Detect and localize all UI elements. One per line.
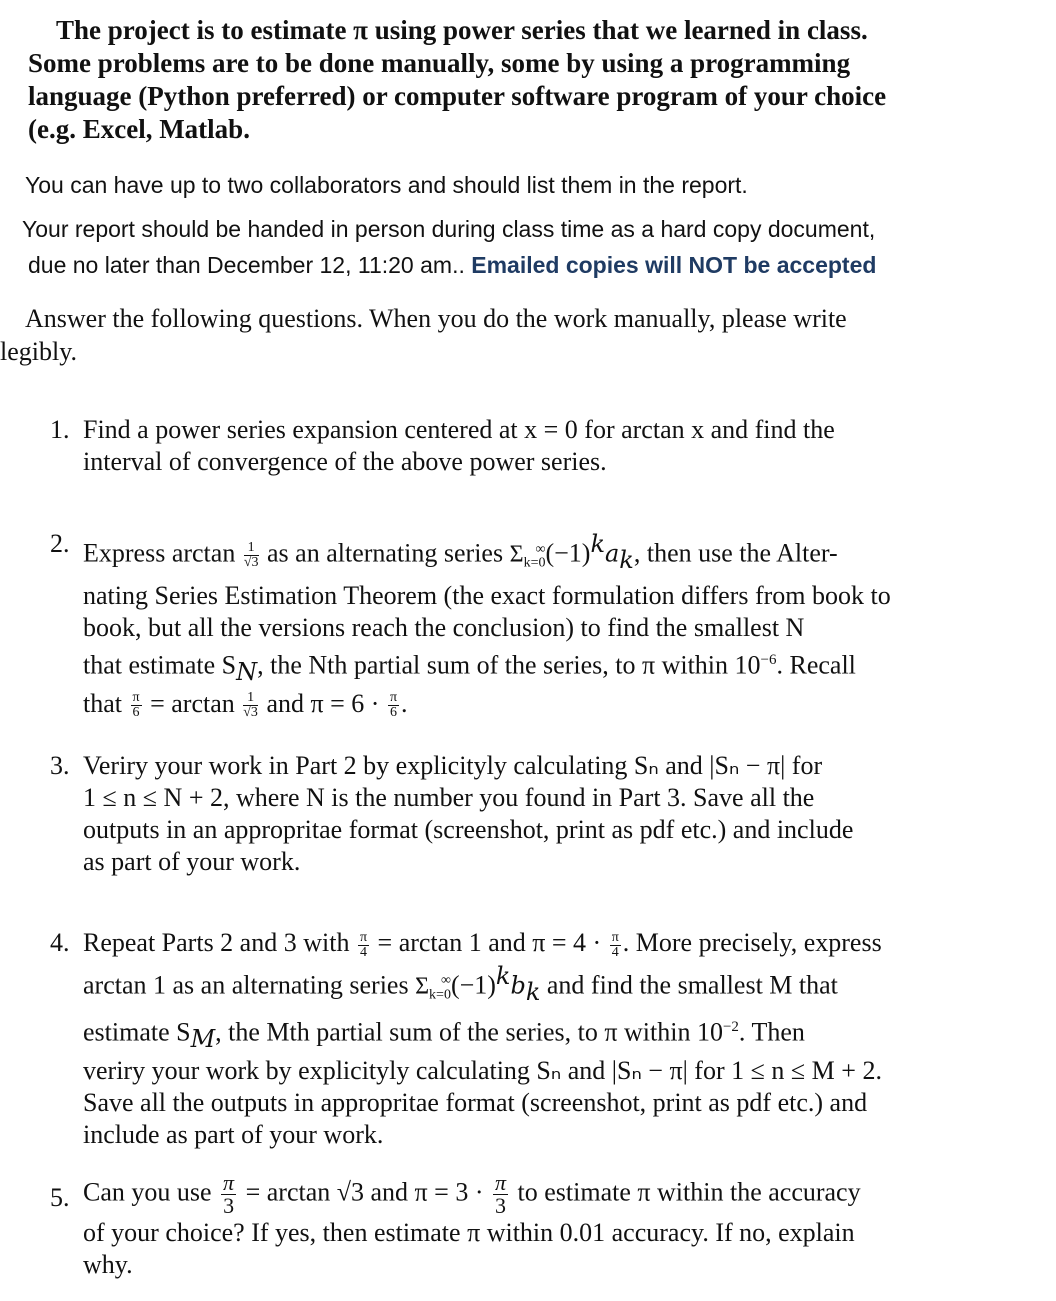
report-line-1: Your report should be handed in person during class time as a hard copy document,: [22, 216, 876, 242]
q2-text: , then use the Alter-: [633, 538, 838, 568]
numerator: π: [132, 690, 140, 706]
numerator: π: [223, 1170, 235, 1195]
denominator: 4: [611, 944, 619, 960]
question-number: 4.: [50, 928, 70, 957]
answer-line-2: legibly.: [0, 337, 78, 366]
q4-text: , the Mth partial sum of the series, to π within 10: [215, 1017, 723, 1047]
question-4-line-3: [83, 1011, 990, 1055]
intro-line-3: language (Python preferred) or computer software program of your choice: [28, 81, 887, 111]
q4-text: estimate S: [83, 1017, 191, 1047]
question-1-line-1: Find a power series expansion centered at x = 0 for arctan x and find the: [83, 415, 835, 444]
question-2: [50, 528, 990, 720]
q4-text: (−1): [450, 970, 496, 1000]
question-5-line-2: of your choice? If yes, then estimate π within 0.01 accuracy. If no, explain: [83, 1218, 855, 1247]
q2-text: as an alternating series: [267, 538, 504, 568]
intro-paragraph: [28, 14, 963, 146]
exponent-k: k: [590, 530, 605, 558]
q5-text: Can you use: [83, 1177, 212, 1207]
q2-text: = arctan: [150, 688, 235, 718]
q4-text: = arctan 1 and π = 4 ·: [377, 928, 602, 957]
question-4-line-5: Save all the outputs in appropritae format (screenshot, print as pdf etc.) and: [83, 1088, 868, 1118]
intro-line-4: (e.g. Excel, Matlab.: [28, 114, 250, 144]
answer-instructions: [0, 302, 990, 368]
subscript-k: k: [525, 977, 541, 1006]
question-5: [50, 1172, 990, 1281]
due-date-text: due no later than December 12, 11:20 am..: [28, 252, 472, 278]
sum-upper-bound: ∞: [535, 541, 546, 557]
numerator: π: [359, 929, 368, 945]
fraction-pi-over-6: [388, 691, 399, 720]
report-line-2: [28, 250, 876, 280]
q4-text: and find the smallest M that: [540, 970, 838, 1000]
exponent-k: k: [495, 961, 511, 990]
question-2-line-3: book, but all the versions reach the conclusion) to find the smallest N: [83, 612, 805, 642]
question-4-line-2: [83, 960, 990, 1012]
numerator: π: [611, 929, 619, 945]
question-3-line-2: 1 ≤ n ≤ N + 2, where N is the number you found in Part 3. Save all the: [83, 783, 815, 812]
question-number: 2.: [50, 529, 70, 558]
question-2-line-4: [83, 644, 990, 688]
q5-text: = arctan √3 and π = 3 ·: [245, 1177, 484, 1207]
denominator: 6: [132, 705, 140, 721]
question-3-line-1: Veriry your work in Part 2 by explicityly calculating Sₙ and |Sₙ − π| for: [83, 751, 823, 780]
numerator: 1: [243, 691, 258, 706]
denominator: √3: [243, 705, 258, 721]
question-5-line-3: why.: [83, 1250, 133, 1279]
sigma-symbol: Σ: [509, 541, 524, 568]
question-3-line-4: as part of your work.: [83, 847, 301, 876]
q2-text: (−1): [545, 538, 591, 568]
q5-text: to estimate π within the accuracy: [517, 1177, 861, 1207]
denominator: 3: [223, 1193, 235, 1218]
question-3: [50, 750, 990, 878]
intro-line-1: The project is to estimate π using power series that we learned in class.: [56, 15, 868, 45]
sum-lower-bound: k=0: [429, 987, 451, 1003]
question-4: [50, 927, 990, 1151]
question-1: [50, 414, 990, 478]
question-5-line-1: [83, 1172, 990, 1217]
question-2-line-2: nating Series Estimation Theorem (the exact formulation differs from book to: [83, 580, 891, 610]
q4-text: Repeat Parts 2 and 3 with: [83, 928, 350, 957]
subscript-N: N: [236, 657, 258, 686]
fraction-pi-over-3: [493, 1172, 508, 1217]
question-number: 5.: [50, 1183, 70, 1212]
email-warning: Emailed copies will NOT be accepted: [471, 252, 877, 278]
q2-text: , the Nth partial sum of the series, to π within 10: [257, 650, 761, 680]
denominator: 4: [359, 944, 367, 960]
q2-text: and π = 6 ·: [266, 688, 380, 718]
q4-text: arctan 1 as an alternating series: [83, 970, 409, 1000]
exponent-minus-6: −6: [760, 651, 777, 668]
numerator: π: [389, 690, 398, 706]
q4-text: . Then: [738, 1017, 805, 1047]
q2-text: that estimate S: [83, 650, 237, 680]
intro-line-2: Some problems are to be done manually, some by using a programming: [28, 48, 851, 78]
fraction-pi-over-6: [131, 691, 142, 720]
exponent-minus-2: −2: [722, 1019, 739, 1036]
denominator: 6: [389, 705, 397, 721]
question-1-line-2: interval of convergence of the above power series.: [83, 447, 607, 476]
term-a: a: [604, 539, 620, 568]
numerator: π: [495, 1170, 507, 1195]
q4-text: . More precisely, express: [622, 928, 882, 957]
denominator: √3: [243, 555, 259, 571]
fraction-pi-over-4: [610, 931, 621, 960]
question-3-line-3: outputs in an appropritae format (screenshot, print as pdf etc.) and include: [83, 815, 854, 844]
question-4-line-6: include as part of your work.: [83, 1120, 384, 1150]
sum-upper-bound: ∞: [440, 973, 451, 989]
fraction-pi-over-3: [221, 1172, 236, 1217]
q2-text: that: [83, 688, 122, 718]
term-b: b: [510, 971, 526, 1000]
fraction-1-over-sqrt3: [243, 691, 258, 720]
subscript-k: k: [619, 545, 634, 574]
question-number: 3.: [50, 751, 70, 780]
collaborators-note: You can have up to two collaborators and should list them in the report.: [25, 172, 748, 198]
answer-line-1: Answer the following questions. When you do the work manually, please write: [25, 304, 847, 333]
question-number: 1.: [50, 415, 70, 444]
question-4-line-4: veriry your work by explicityly calculating Sₙ and |Sₙ − π| for 1 ≤ n ≤ M + 2.: [83, 1056, 882, 1086]
q2-text: Express arctan: [83, 538, 236, 568]
sum-lower-bound: k=0: [523, 555, 546, 571]
fraction-1-over-sqrt3: [244, 541, 259, 570]
sigma-symbol: Σ: [415, 973, 430, 1000]
q2-text: .: [401, 688, 408, 718]
question-4-line-1: [83, 927, 990, 960]
q2-text: . Recall: [776, 650, 856, 680]
question-2-line-5: [83, 688, 990, 721]
fraction-pi-over-4: [358, 931, 369, 960]
numerator: 1: [244, 541, 259, 556]
subscript-M: M: [190, 1025, 216, 1054]
question-2-line-1: [83, 528, 990, 580]
denominator: 3: [495, 1193, 507, 1218]
